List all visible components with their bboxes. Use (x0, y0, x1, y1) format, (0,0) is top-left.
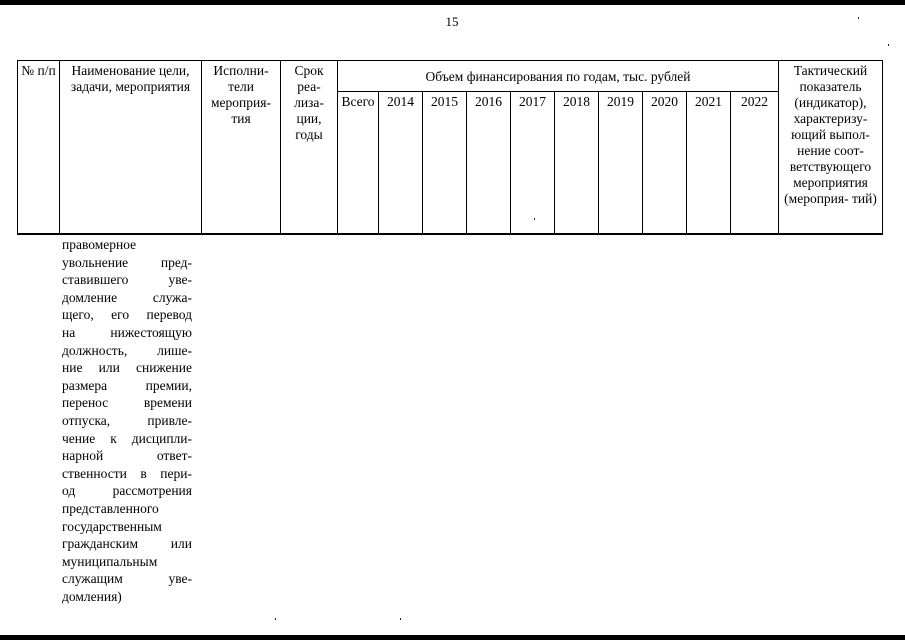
continuation-line: должность, лише- (62, 342, 192, 358)
header-year-2015: 2015 (423, 92, 467, 234)
continuation-line: домление служа- (62, 289, 192, 305)
header-financing: Объем финансирования по годам, тыс. рублей (338, 61, 779, 92)
scan-bottom-edge (0, 635, 905, 640)
scan-speck (400, 618, 401, 620)
continuation-line: ние или снижение (62, 360, 192, 376)
continuation-line: од рассмотрения (62, 483, 192, 499)
header-name: Наименование цели, задачи, мероприятия (60, 61, 202, 234)
header-indicator: Тактический показатель (индикатор), характеризу- ющий выпол- нение соот- ветствующего мероприятия (мероприя- тий) (779, 61, 883, 234)
header-year-2017: 2017 (511, 92, 555, 234)
header-year-2021: 2021 (687, 92, 731, 234)
header-year-2014: 2014 (379, 92, 423, 234)
continuation-line: гражданским или (62, 536, 192, 552)
header-executors: Исполни- тели мероприя- тия (202, 61, 281, 234)
continuation-line: отпуска, привле- (62, 412, 192, 428)
continuation-line: служащим уве- (62, 571, 192, 587)
continuation-line: домления) (62, 588, 122, 604)
scan-top-edge (0, 0, 905, 5)
continuation-line: щего, его перевод (62, 307, 192, 323)
header-year-2019: 2019 (599, 92, 643, 234)
scan-speck (275, 618, 276, 620)
header-num: № п/п (18, 61, 60, 234)
header-year-2020: 2020 (643, 92, 687, 234)
financing-table (17, 60, 883, 235)
header-year-2016: 2016 (467, 92, 511, 234)
scan-speck (858, 17, 859, 19)
continuation-line: государственным (62, 518, 162, 534)
continuation-line: ственности в пери- (62, 465, 192, 481)
header-term: Срок реа- лиза- ции, годы (281, 61, 338, 234)
continuation-line: правомерное (62, 237, 137, 252)
continuation-line: нарной ответ- (62, 448, 192, 464)
continuation-line: размера премии, (62, 377, 192, 393)
continuation-line: ставившего уве- (62, 272, 192, 288)
header-year-2022: 2022 (731, 92, 779, 234)
continuation-line: на нижестоящую (62, 324, 192, 340)
continuation-line: увольнение пред- (62, 254, 192, 270)
header-year-total: Всего (338, 92, 379, 234)
continuation-line: муниципальным (62, 553, 158, 569)
continuation-line: чение к дисципли- (62, 430, 192, 446)
scan-speck (888, 44, 889, 46)
continuation-line: перенос времени (62, 395, 192, 411)
measure-name-continuation (62, 236, 192, 605)
header-year-2018: 2018 (555, 92, 599, 234)
page-number: 15 (445, 14, 459, 29)
continuation-line: представленного (62, 500, 159, 516)
